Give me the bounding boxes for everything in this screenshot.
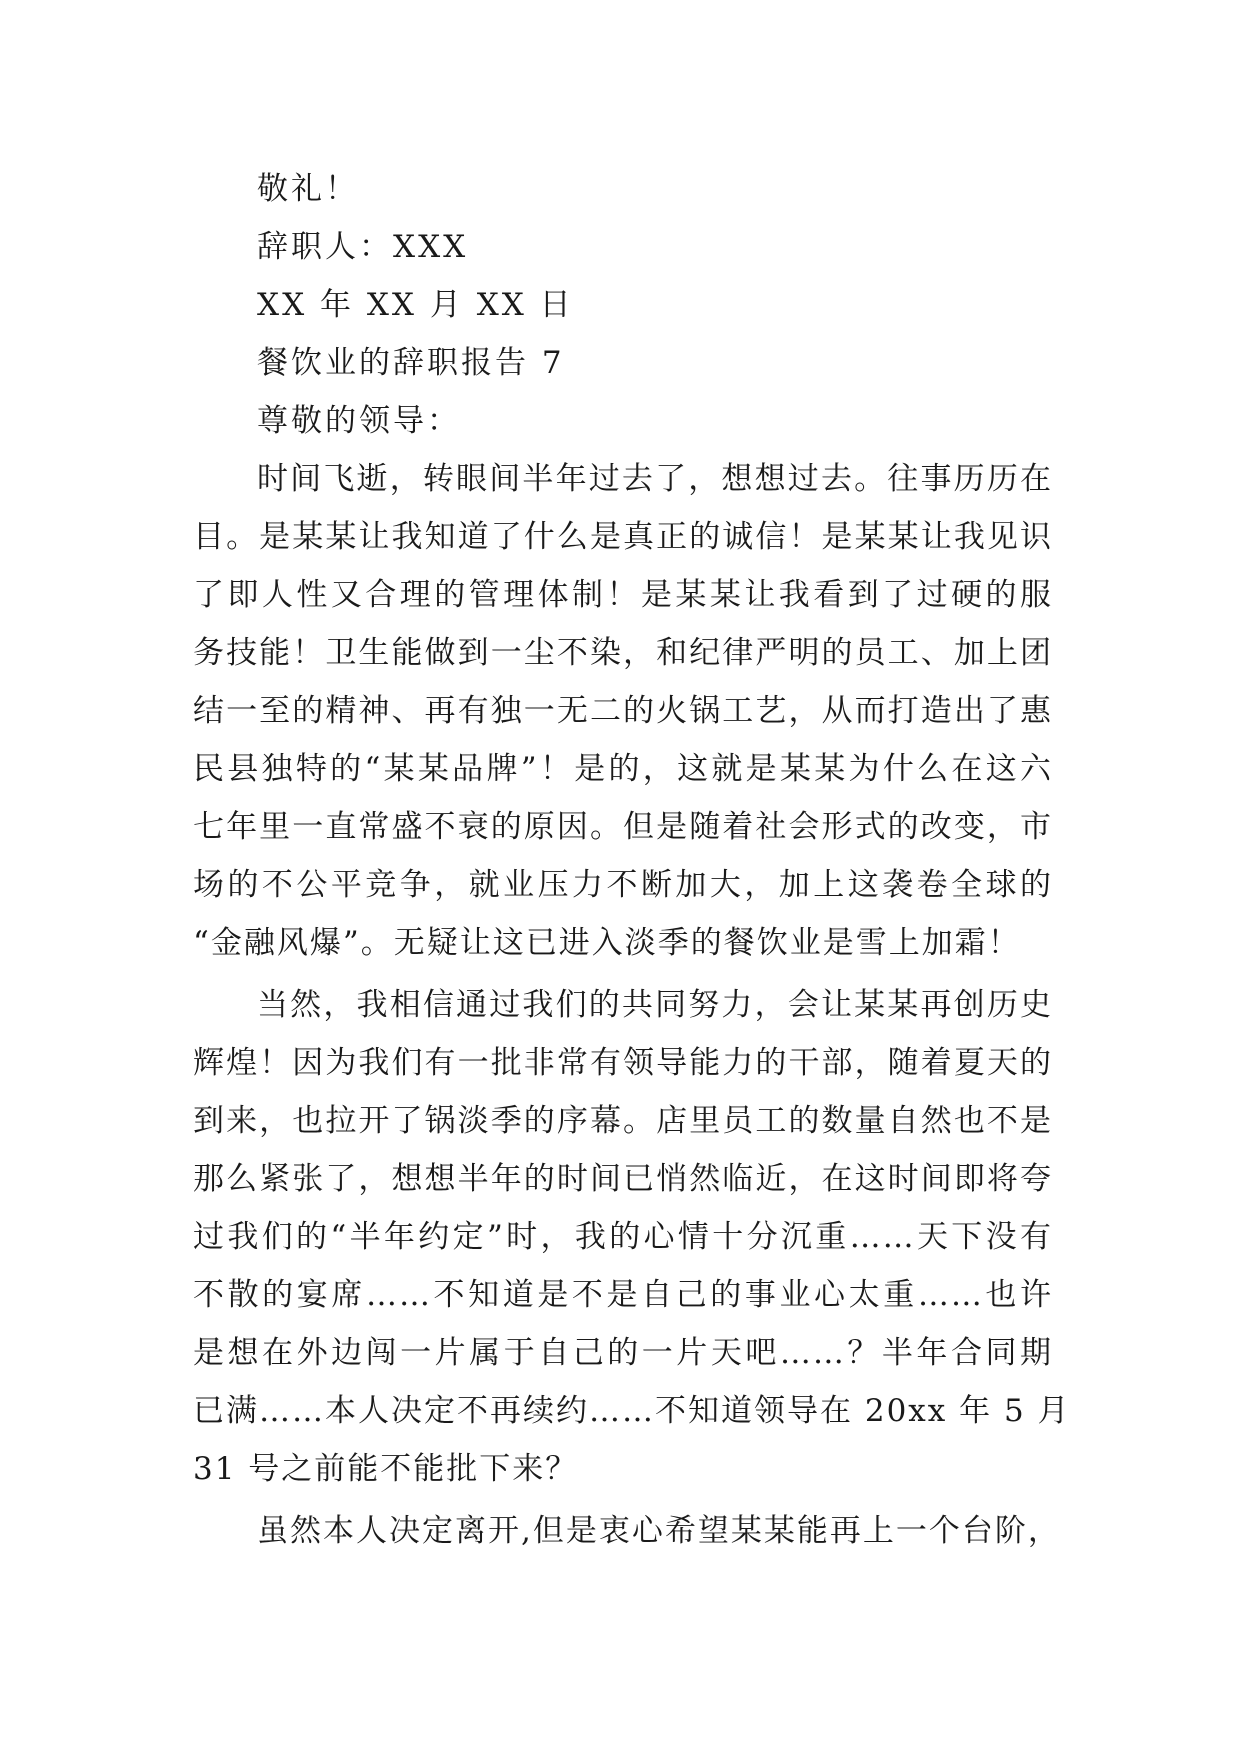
paragraph-line: 是想在外边闯一片属于自己的一片天吧……？半年合同期 <box>193 1335 1053 1371</box>
paragraph-line: 31 号之前能不能批下来？ <box>193 1451 579 1487</box>
report-heading: 餐饮业的辞职报告 7 <box>257 345 565 381</box>
paragraph-line: 虽然本人决定离开,但是衷心希望某某能再上一个台阶， <box>257 1513 1061 1549</box>
paragraph-line: “金融风爆”。无疑让这已进入淡季的餐饮业是雪上加霜！ <box>193 925 1021 961</box>
paragraph-line: 到来，也拉开了锅淡季的序幕。店里员工的数量自然也不是 <box>193 1103 1053 1139</box>
closing-line: 敬礼！ <box>257 171 359 207</box>
paragraph-line: 辉煌！因为我们有一批非常有领导能力的干部，随着夏天的 <box>193 1045 1053 1081</box>
paragraph-line: 那么紧张了，想想半年的时间已悄然临近，在这时间即将夸 <box>193 1161 1053 1197</box>
date-line: XX 年 XX 月 XX 日 <box>257 287 574 323</box>
paragraph-line: 时间飞逝，转眼间半年过去了，想想过去。往事历历在 <box>257 461 1053 497</box>
signatory-line: 辞职人：XXX <box>257 229 469 265</box>
paragraph-line: 当然，我相信通过我们的共同努力，会让某某再创历史 <box>257 987 1053 1023</box>
paragraph-2 <box>193 976 1071 1498</box>
paragraph-line: 不散的宴席……不知道是不是自己的事业心太重……也许 <box>193 1277 1053 1313</box>
paragraph-line: 过我们的“半年约定”时，我的心情十分沉重……天下没有 <box>193 1219 1053 1255</box>
paragraph-3 <box>193 1502 1061 1560</box>
document-page <box>193 160 1071 1560</box>
salutation-line: 尊敬的领导： <box>257 403 461 439</box>
paragraph-line: 七年里一直常盛不衰的原因。但是随着社会形式的改变，市 <box>193 809 1053 845</box>
paragraph-line: 已满……本人决定不再续约……不知道领导在 20xx 年 5 月 <box>193 1393 1071 1429</box>
paragraph-1 <box>193 450 1053 972</box>
paragraph-line: 目。是某某让我知道了什么是真正的诚信！是某某让我见识 <box>193 519 1053 555</box>
paragraph-line: 场的不公平竞争，就业压力不断加大，加上这袭卷全球的 <box>193 867 1053 903</box>
paragraph-line: 结一至的精神、再有独一无二的火锅工艺，从而打造出了惠 <box>193 693 1053 729</box>
paragraph-line: 务技能！卫生能做到一尘不染，和纪律严明的员工、加上团 <box>193 635 1053 671</box>
paragraph-line: 民县独特的“某某品牌”！是的，这就是某某为什么在这六 <box>193 751 1053 787</box>
paragraph-line: 了即人性又合理的管理体制！是某某让我看到了过硬的服 <box>193 577 1053 613</box>
